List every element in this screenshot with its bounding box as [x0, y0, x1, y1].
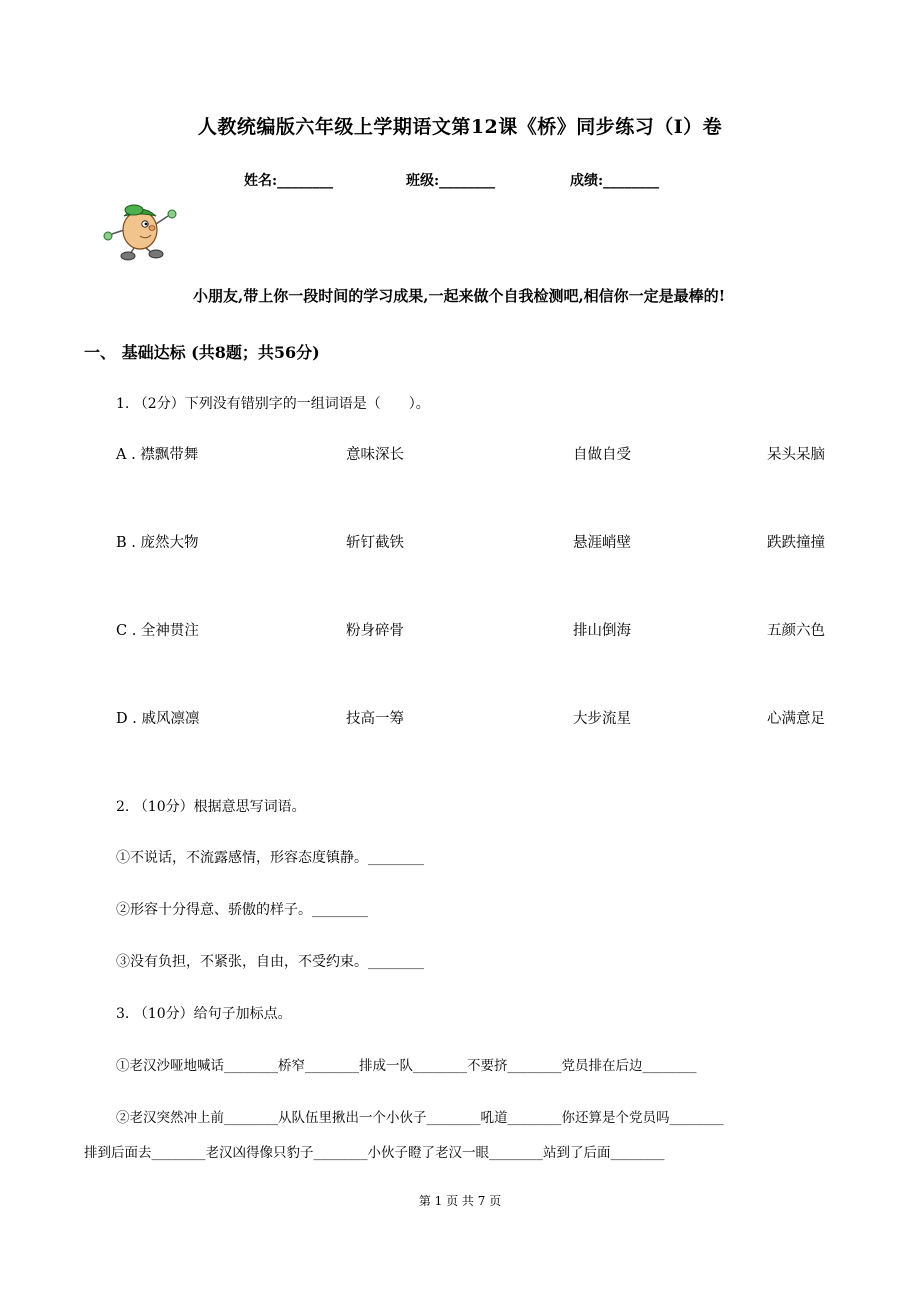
option-d-word-3: 大步流星 [573, 711, 631, 727]
mascot-right-shoe [149, 250, 163, 258]
mascot-left-shoe [121, 252, 135, 260]
section-heading: 一、 基础达标 (共8题；共56分) [84, 343, 320, 362]
option-c-label: C . 全神贯注 [116, 623, 199, 639]
question-1-stem: 1. （2分）下列没有错别字的一组词语是（ ）。 [116, 396, 430, 412]
question-2-item-1: ①不说话，不流露感情，形容态度镇静。________ [116, 850, 424, 866]
option-a-word-3: 自做自受 [573, 447, 631, 463]
question-3-sentence-1: ①老汉沙哑地喊话________桥窄________排成一队________不要挤________党员排在后边________ [116, 1058, 697, 1074]
option-c-word-2: 粉身碎骨 [346, 623, 404, 639]
question-3-sentence-2-line-2: 排到后面去________老汉凶得像只豹子________小伙子瞪了老汉一眼________站到了后面________ [84, 1145, 665, 1161]
option-d-word-4: 心满意足 [767, 711, 825, 727]
option-b-word-3: 悬涯峭壁 [573, 535, 631, 551]
mascot-left-hand [104, 232, 112, 240]
option-b-word-2: 斩钉截铁 [346, 535, 404, 551]
score-field: 成绩:________ [570, 173, 660, 189]
page-title: 人教统编版六年级上学期语文第12课《桥》同步练习（I）卷 [197, 116, 723, 138]
question-2-stem: 2. （10分）根据意思写词语。 [116, 799, 306, 815]
class-field: 班级:________ [406, 173, 496, 189]
mascot-illustration [100, 200, 180, 262]
option-c-word-4: 五颜六色 [767, 623, 825, 639]
option-c-word-3: 排山倒海 [573, 623, 631, 639]
option-b-label: B . 庞然大物 [116, 535, 199, 551]
question-2-item-3: ③没有负担，不紧张，自由，不受约束。________ [116, 954, 424, 970]
mascot-right-hand [168, 210, 176, 218]
intro-text: 小朋友,带上你一段时间的学习成果,一起来做个自我检测吧,相信你一定是最棒的! [193, 287, 726, 305]
option-d-word-2: 技高一筹 [346, 711, 404, 727]
question-3-stem: 3. （10分）给句子加标点。 [116, 1006, 292, 1022]
question-2-item-2: ②形容十分得意、骄傲的样子。________ [116, 902, 368, 918]
name-field: 姓名:________ [244, 173, 334, 189]
option-a-word-4: 呆头呆脑 [767, 447, 825, 463]
question-3-sentence-2-line-1: ②老汉突然冲上前________从队伍里揪出一个小伙子________吼道________你还算是个党员吗________ [116, 1110, 724, 1126]
option-d-label: D . 戚风凛凛 [116, 711, 200, 727]
option-a-word-2: 意味深长 [346, 447, 404, 463]
option-b-word-4: 跌跌撞撞 [767, 535, 825, 551]
option-a-label: A . 襟飘带舞 [116, 447, 199, 463]
page-footer: 第 1 页 共 7 页 [418, 1194, 502, 1208]
